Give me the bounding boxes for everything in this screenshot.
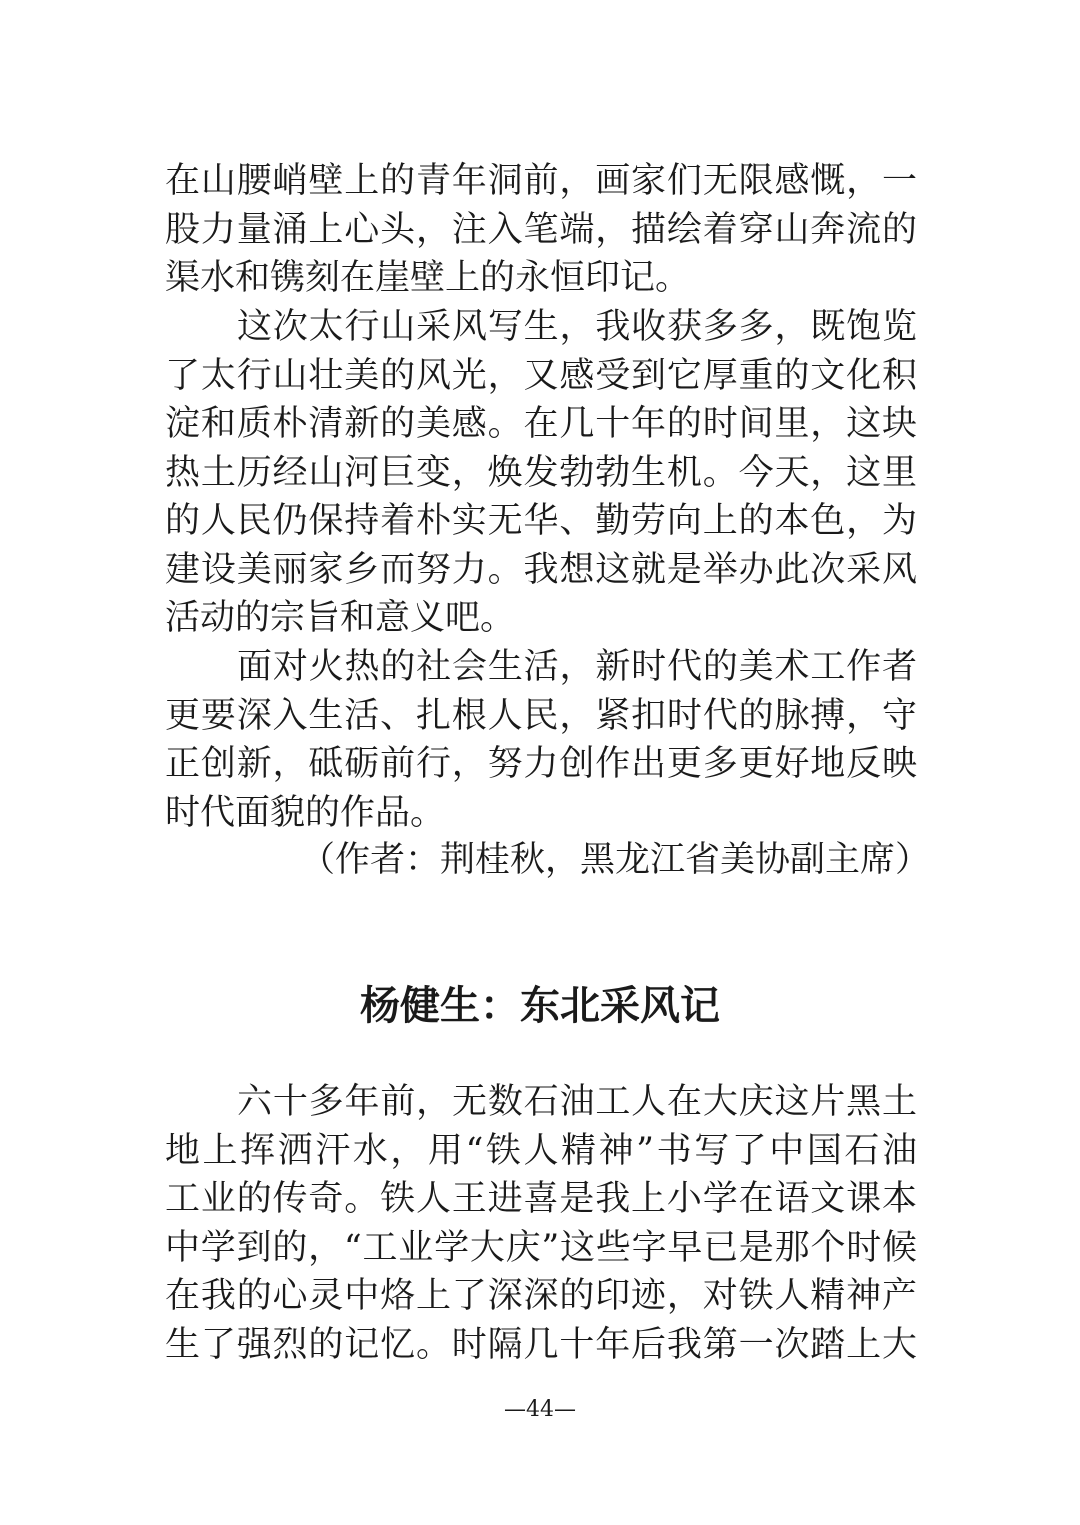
text-line: 股力量涌上心头，注入笔端，描绘着穿山奔流的 xyxy=(165,209,917,250)
text-line: 渠水和镌刻在崖壁上的永恒印记。 xyxy=(165,258,691,298)
text-line: 热土历经山河巨变，焕发勃勃生机。今天，这里 xyxy=(165,452,917,493)
text-line: 建设美丽家乡而努力。我想这就是举办此次采风 xyxy=(165,549,917,590)
text-line: 在山腰峭壁上的青年洞前，画家们无限感慨，一 xyxy=(165,161,917,201)
text-line: 地上挥洒汗水，用“铁人精神”书写了中国石油 xyxy=(165,1130,917,1171)
page-number: —44— xyxy=(504,1397,576,1422)
text-line: 面对火热的社会生活，新时代的美术工作者 xyxy=(237,647,917,687)
text-line: 在我的心灵中烙上了深深的印迹，对铁人精神产 xyxy=(165,1276,917,1316)
text-line: 这次太行山采风写生，我收获多多，既饱览 xyxy=(237,307,917,347)
text-line: 工业的传奇。铁人王进喜是我上小学在语文课本 xyxy=(165,1179,917,1219)
text-line: 正创新，砥砺前行，努力创作出更多更好地反映 xyxy=(165,744,917,784)
text-line: 六十多年前，无数石油工人在大庆这片黑土 xyxy=(237,1082,917,1122)
text-line: 生了强烈的记忆。时隔几十年后我第一次踏上大 xyxy=(165,1324,917,1365)
author-attribution: （作者：荆桂秋，黑龙江省美协副主席） xyxy=(300,840,931,880)
text-line: 的人民仍保持着朴实无华、勤劳向上的本色，为 xyxy=(165,501,917,541)
paragraph xyxy=(165,157,917,303)
text-line: 时代面貌的作品。 xyxy=(165,792,446,833)
text-line: 活动的宗旨和意义吧。 xyxy=(165,598,516,638)
text-line: 淀和质朴清新的美感。在几十年的时间里，这块 xyxy=(165,404,917,444)
section-title: 杨健生：东北采风记 xyxy=(360,983,720,1029)
text-line: 中学到的，“工业学大庆”这些字早已是那个时候 xyxy=(165,1227,917,1268)
paragraph xyxy=(165,643,917,837)
text-line: 更要深入生活、扎根人民，紧扣时代的脉搏，守 xyxy=(165,695,917,736)
paragraph xyxy=(165,1078,917,1369)
text-line: 了太行山壮美的风光，又感受到它厚重的文化积 xyxy=(165,355,917,396)
paragraph xyxy=(165,303,917,643)
